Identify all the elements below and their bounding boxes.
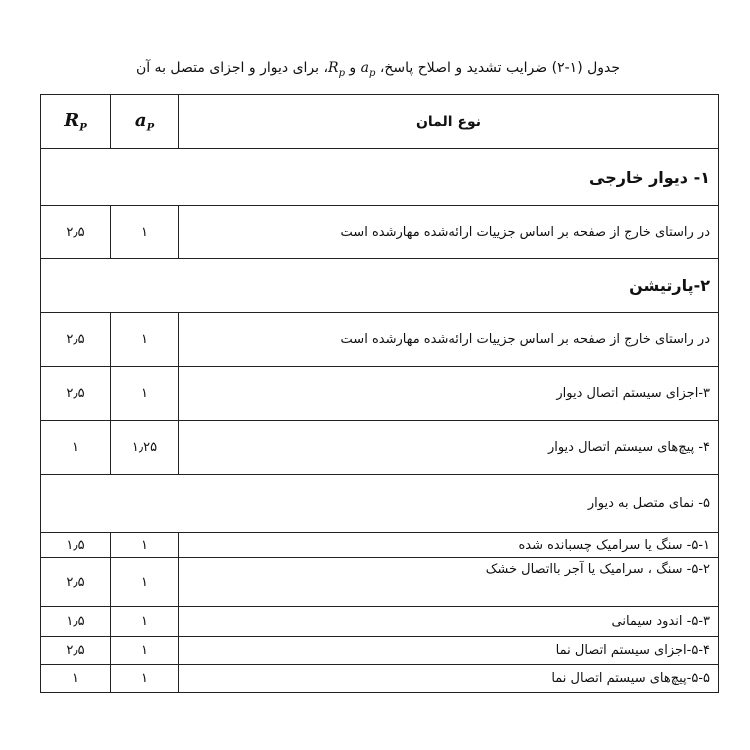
table-row: [41, 206, 719, 259]
header-ap: $a_P$: [111, 95, 179, 149]
table-row: [41, 665, 719, 693]
ap-value: ۱٫۲۵: [111, 421, 179, 475]
rp-value: ۲٫۵: [41, 558, 111, 607]
element-label: ۵-۱- سنگ یا سرامیک چسبانده شده: [179, 533, 719, 558]
table-row: [41, 558, 719, 607]
section-row: [41, 149, 719, 206]
ap-value: ۱: [111, 367, 179, 421]
caption-text: جدول (۱-۲) ضرایب تشدید و اصلاح پاسخ،: [379, 60, 621, 76]
header-rp: $R_P$: [41, 95, 111, 149]
ap-value: ۱: [111, 206, 179, 259]
table-row: [41, 533, 719, 558]
rp-value: ۲٫۵: [41, 637, 111, 665]
header-row: [41, 95, 719, 149]
table-row: [41, 313, 719, 367]
element-label: در راستای خارج از صفحه بر اساس جزییات ارائه‌شده مهارشده است: [179, 313, 719, 367]
ap-value: ۱: [111, 558, 179, 607]
caption-tail: ، برای دیوار و اجزای متصل به آن: [135, 60, 329, 76]
element-label: ۴- پیچ‌های سیستم اتصال دیوار: [179, 421, 719, 475]
section-partition: ۲-پارتیشن: [41, 259, 719, 313]
element-label: ۳-اجزای سیستم اتصال دیوار: [179, 367, 719, 421]
caption-rp-symbol: $R_p$: [328, 60, 345, 79]
element-label: ۵-۳- اندود سیمانی: [179, 607, 719, 637]
rp-value: ۱: [41, 665, 111, 693]
section-row: [41, 259, 719, 313]
ap-value: ۱: [111, 637, 179, 665]
rp-value: ۱٫۵: [41, 533, 111, 558]
element-label: در راستای خارج از صفحه بر اساس جزییات ارائه‌شده مهارشده است: [179, 206, 719, 259]
rp-value: ۱: [41, 421, 111, 475]
ap-value: ۱: [111, 665, 179, 693]
rp-value: ۱٫۵: [41, 607, 111, 637]
element-label: ۵-۲- سنگ ، سرامیک یا آجر بااتصال خشک: [179, 558, 719, 607]
table-row: [41, 637, 719, 665]
element-label: ۵-۴-اجزای سیستم اتصال نما: [179, 637, 719, 665]
ap-value: ۱: [111, 533, 179, 558]
ap-value: ۱: [111, 313, 179, 367]
coefficients-table: [40, 94, 719, 693]
rp-value: ۲٫۵: [41, 367, 111, 421]
caption-conjunction: و: [349, 60, 357, 76]
ap-value: ۱: [111, 607, 179, 637]
table-row: [41, 421, 719, 475]
caption-ap-symbol: $a_p$: [360, 60, 376, 79]
table-caption: [40, 60, 716, 79]
section-row: [41, 475, 719, 533]
table-row: [41, 367, 719, 421]
rp-value: ۲٫۵: [41, 313, 111, 367]
section-facade: ۵- نمای متصل به دیوار: [41, 475, 719, 533]
section-exterior-wall: ۱- دیوار خارجی: [41, 149, 719, 206]
rp-value: ۲٫۵: [41, 206, 111, 259]
header-element-type: نوع المان: [179, 95, 719, 149]
table-row: [41, 607, 719, 637]
element-label: ۵-۵-پیچ‌های سیستم اتصال نما: [179, 665, 719, 693]
